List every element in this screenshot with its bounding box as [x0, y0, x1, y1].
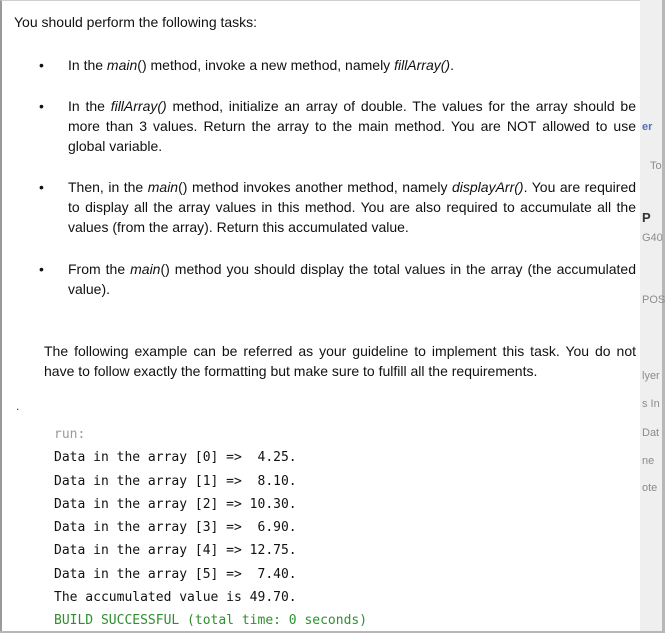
console-line: Data in the array [0] => 4.25.	[54, 450, 297, 466]
task-item-4: • From the main() method you should display the total values in the array (the accumulated value).	[39, 261, 636, 297]
background-fragment: er	[642, 121, 653, 133]
task-item-2: • In the fillArray() method, initialize an array of double. The values for the array should be more than 3 values. Return the array to the main method. You are NOT allowed to use global variable.	[39, 98, 637, 154]
background-fragment: G40	[642, 232, 663, 244]
background-fragment: P	[642, 210, 651, 225]
console-line: Data in the array [1] => 8.10.	[54, 473, 297, 489]
intro-text: You should perform the following tasks:	[14, 14, 258, 30]
console-line: Data in the array [4] => 12.75.	[54, 543, 297, 559]
console-output	[54, 423, 367, 633]
background-fragment: ote	[642, 482, 658, 494]
background-fragment: ne	[642, 455, 655, 467]
console-line: Data in the array [2] => 10.30.	[54, 496, 297, 512]
background-fragment: To	[650, 160, 662, 172]
task-item-3: • Then, in the main() method invokes another method, namely displayArr(). You are required to display all the array values in this method. You are also required to accumulate all the values (from the array). Return this accumulated value.	[39, 179, 637, 235]
console-accumulated-line: The accumulated value is 49.70.	[54, 590, 297, 606]
background-window-strip	[640, 0, 665, 631]
bullet-icon: •	[39, 179, 44, 195]
console-build-status: BUILD SUCCESSFUL (total time: 0 seconds)	[54, 613, 368, 629]
stray-dot: .	[16, 399, 20, 413]
background-fragment: lyer	[642, 370, 660, 382]
bullet-icon: •	[39, 57, 44, 73]
console-run-label: run:	[54, 427, 86, 442]
bullet-icon: •	[39, 261, 44, 277]
bullet-icon: •	[39, 98, 44, 114]
task-item-1: • In the main() method, invoke a new method, namely fillArray().	[39, 57, 454, 73]
background-fragment: Dat	[642, 427, 660, 439]
console-line: Data in the array [5] => 7.40.	[54, 566, 297, 582]
background-fragment: s In	[642, 398, 660, 410]
console-line: Data in the array [3] => 6.90.	[54, 520, 297, 536]
example-paragraph: The following example can be referred as your guideline to implement this task. You do not have to follow exactly the formatting but make sure to fulfill all the requirements.	[44, 343, 636, 379]
background-fragment: POS	[642, 294, 665, 306]
